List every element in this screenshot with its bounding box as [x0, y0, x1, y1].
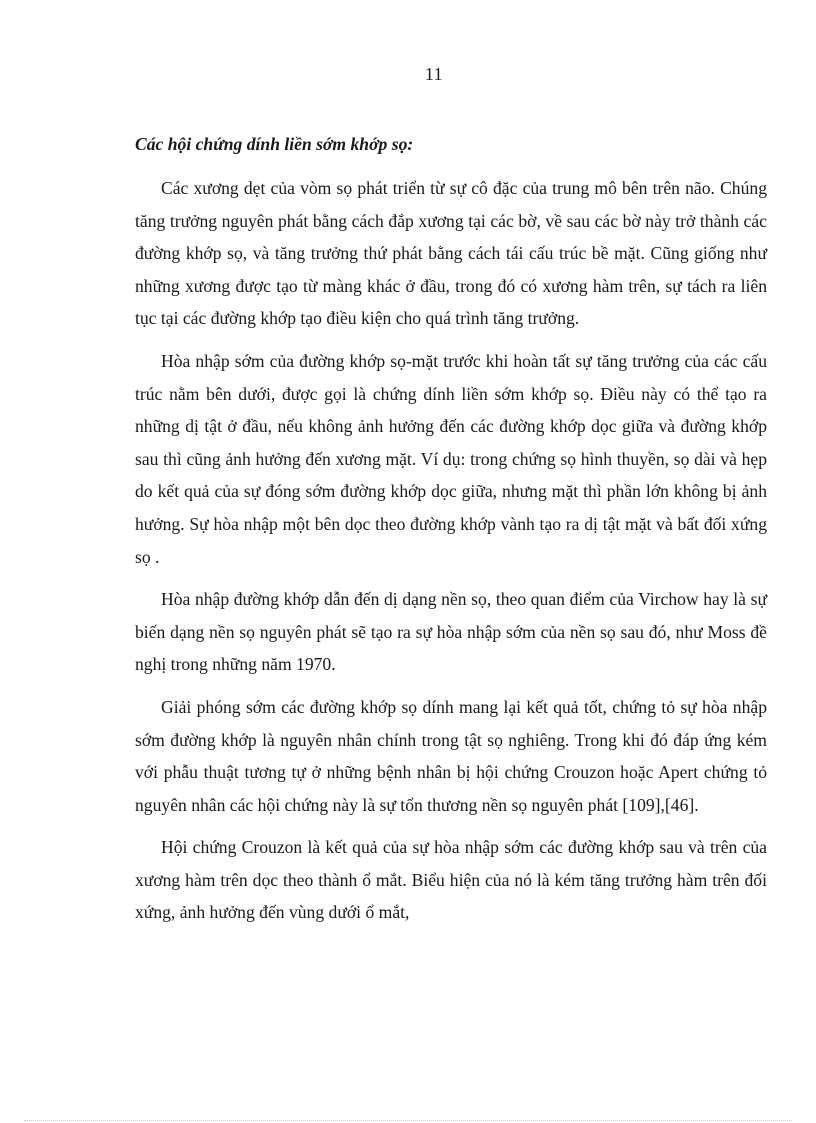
paragraph: Hòa nhập sớm của đường khớp sọ-mặt trước khi hoàn tất sự tăng trưởng của các cấu trúc nằm bên dưới, được gọi là chứng dính liền sớm khớp sọ. Điều này có thể tạo ra những dị tật ở đầu, nếu không ảnh hưởng đến các đường khớp dọc giữa và đường khớp sau thì cũng ảnh hưởng đến xương mặt. Ví dụ: trong chứng sọ hình thuyền, sọ dài và hẹp do kết quả của sự đóng sớm đường khớp dọc giữa, nhưng mặt thì phần lớn không bị ảnh hưởng. Sự hòa nhập một bên dọc theo đường khớp vành tạo ra dị tật mặt và bất đối xứng sọ .: [135, 350, 767, 567]
paragraph: Giải phóng sớm các đường khớp sọ dính mang lại kết quả tốt, chứng tỏ sự hòa nhập sớm đường khớp là nguyên nhân chính trong tật sọ nghiêng. Trong khi đó đáp ứng kém với phẫu thuật tương tự ở những bệnh nhân bị hội chứng Crouzon hoặc Apert chứng tỏ nguyên nhân các hội chứng này là sự tổn thương nền sọ nguyên phát [109],[46].: [135, 696, 767, 815]
page-bottom-divider: [24, 1120, 792, 1121]
page-number: 11: [424, 64, 444, 84]
paragraph: Hội chứng Crouzon là kết quả của sự hòa nhập sớm các đường khớp sau và trên của xương hàm trên dọc theo thành ổ mắt. Biểu hiện của nó là kém tăng trưởng hàm trên đối xứng, ảnh hưởng đến vùng dưới ổ mắt,: [135, 837, 767, 923]
section-heading: Các hội chứng dính liền sớm khớp sọ:: [135, 134, 414, 154]
paragraph: Các xương dẹt của vòm sọ phát triển từ sự cô đặc của trung mô bên trên não. Chúng tăng trưởng nguyên phát bằng cách đắp xương tại các bờ, về sau các bờ này trở thành các đường khớp sọ, và tăng trưởng thứ phát bằng cách tái cấu trúc bề mặt. Cũng giống như những xương được tạo từ màng khác ở đầu, trong đó có xương hàm trên, sự tách ra liên tục tại các đường khớp tạo điều kiện cho quá trình tăng trưởng.: [135, 178, 767, 329]
page-body: [135, 128, 767, 939]
paragraph: Hòa nhập đường khớp dẫn đến dị dạng nền sọ, theo quan điểm của Virchow hay là sự biến dạng nền sọ nguyên phát sẽ tạo ra sự hòa nhập sớm của nền sọ sau đó, như Moss đề nghị trong những năm 1970.: [135, 589, 767, 675]
